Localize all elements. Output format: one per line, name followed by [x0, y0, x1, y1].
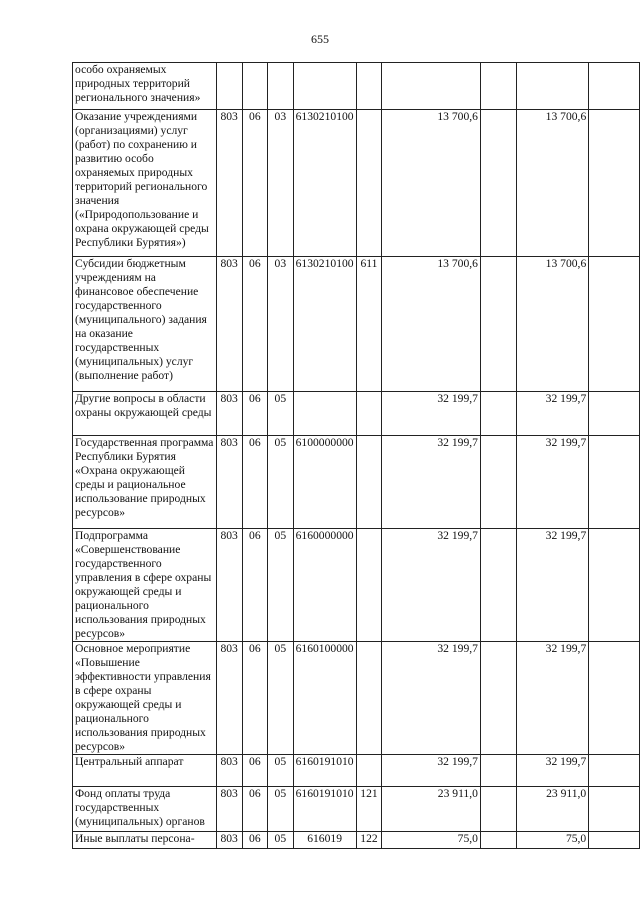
amount-extra — [480, 257, 516, 392]
amount-total: 32 199,7 — [382, 392, 481, 436]
table-row — [73, 110, 640, 257]
expense-type-code — [356, 529, 382, 642]
expense-type-code — [356, 392, 382, 436]
section-code — [242, 63, 268, 110]
amount-regional: 32 199,7 — [517, 529, 589, 642]
target-article-code: 6160191010 — [293, 787, 356, 832]
empty-cell — [589, 787, 640, 832]
table-row — [73, 787, 640, 832]
table-row — [73, 257, 640, 392]
expense-type-code: 122 — [356, 832, 382, 849]
target-article-code — [293, 392, 356, 436]
amount-extra — [480, 110, 516, 257]
section-code: 06 — [242, 787, 268, 832]
subsection-code: 05 — [268, 436, 294, 529]
section-code: 06 — [242, 436, 268, 529]
ved-code: 803 — [216, 529, 242, 642]
table-row — [73, 642, 640, 755]
ved-code: 803 — [216, 436, 242, 529]
table-row — [73, 755, 640, 787]
ved-code — [216, 63, 242, 110]
section-code: 06 — [242, 755, 268, 787]
empty-cell — [589, 642, 640, 755]
target-article-code: 6160000000 — [293, 529, 356, 642]
amount-extra — [480, 63, 516, 110]
amount-regional: 23 911,0 — [517, 787, 589, 832]
row-name: Фонд оплаты труда государственных (муниципальных) органов — [73, 787, 217, 832]
subsection-code: 05 — [268, 755, 294, 787]
subsection-code: 05 — [268, 642, 294, 755]
section-code: 06 — [242, 832, 268, 849]
ved-code: 803 — [216, 755, 242, 787]
expense-type-code: 121 — [356, 787, 382, 832]
expense-type-code — [356, 110, 382, 257]
amount-total: 75,0 — [382, 832, 481, 849]
empty-cell — [589, 110, 640, 257]
expense-type-code — [356, 436, 382, 529]
subsection-code: 05 — [268, 392, 294, 436]
row-name: Иные выплаты персона- — [73, 832, 217, 849]
subsection-code: 05 — [268, 529, 294, 642]
section-code: 06 — [242, 392, 268, 436]
ved-code: 803 — [216, 832, 242, 849]
expense-type-code — [356, 63, 382, 110]
target-article-code — [293, 63, 356, 110]
ved-code: 803 — [216, 392, 242, 436]
empty-cell — [589, 832, 640, 849]
row-name: Субсидии бюджетным учреждениям на финансовое обеспечение государственного (муниципального) задания на оказание государственных (муниципальных) услуг (выполнение работ) — [73, 257, 217, 392]
subsection-code: 05 — [268, 787, 294, 832]
empty-cell — [589, 436, 640, 529]
amount-total: 32 199,7 — [382, 436, 481, 529]
row-name: особо охраняемых природных территорий регионального значения» — [73, 63, 217, 110]
table-row — [73, 832, 640, 849]
ved-code: 803 — [216, 642, 242, 755]
target-article-code: 6160100000 — [293, 642, 356, 755]
amount-regional: 13 700,6 — [517, 257, 589, 392]
amount-regional: 32 199,7 — [517, 755, 589, 787]
amount-total: 23 911,0 — [382, 787, 481, 832]
budget-table — [72, 62, 640, 849]
amount-extra — [480, 642, 516, 755]
target-article-code: 6130210100 — [293, 110, 356, 257]
amount-regional: 32 199,7 — [517, 436, 589, 529]
table-row — [73, 63, 640, 110]
target-article-code: 616019 — [293, 832, 356, 849]
row-name: Основное мероприятие «Повышение эффективности управления в сфере охраны окружающей среды и рационального использования природных ресурсов» — [73, 642, 217, 755]
row-name: Государственная программа Республики Бурятия «Охрана окружающей среды и рациональное использование природных ресурсов» — [73, 436, 217, 529]
row-name: Оказание учреждениями (организациями) услуг (работ) по сохранению и развитию особо охраняемых природных территорий регионального значения («Природопользование и охрана окружающей среды Республики Бурятия») — [73, 110, 217, 257]
empty-cell — [589, 529, 640, 642]
row-name: Другие вопросы в области охраны окружающей среды — [73, 392, 217, 436]
table-row — [73, 529, 640, 642]
amount-total: 32 199,7 — [382, 529, 481, 642]
empty-cell — [589, 257, 640, 392]
amount-extra — [480, 436, 516, 529]
amount-total: 32 199,7 — [382, 755, 481, 787]
amount-extra — [480, 787, 516, 832]
subsection-code — [268, 63, 294, 110]
empty-cell — [589, 755, 640, 787]
section-code: 06 — [242, 110, 268, 257]
table-row — [73, 436, 640, 529]
ved-code: 803 — [216, 787, 242, 832]
amount-regional: 32 199,7 — [517, 392, 589, 436]
row-name: Центральный аппарат — [73, 755, 217, 787]
amount-regional: 32 199,7 — [517, 642, 589, 755]
amount-regional: 75,0 — [517, 832, 589, 849]
section-code: 06 — [242, 642, 268, 755]
section-code: 06 — [242, 529, 268, 642]
subsection-code: 03 — [268, 257, 294, 392]
expense-type-code — [356, 642, 382, 755]
ved-code: 803 — [216, 257, 242, 392]
amount-regional — [517, 63, 589, 110]
amount-total: 32 199,7 — [382, 642, 481, 755]
section-code: 06 — [242, 257, 268, 392]
empty-cell — [589, 63, 640, 110]
empty-cell — [589, 392, 640, 436]
expense-type-code — [356, 755, 382, 787]
amount-total: 13 700,6 — [382, 110, 481, 257]
amount-extra — [480, 529, 516, 642]
amount-extra — [480, 392, 516, 436]
amount-total — [382, 63, 481, 110]
page-number: 655 — [311, 32, 329, 46]
amount-total: 13 700,6 — [382, 257, 481, 392]
ved-code: 803 — [216, 110, 242, 257]
amount-extra — [480, 755, 516, 787]
target-article-code: 6130210100 — [293, 257, 356, 392]
amount-regional: 13 700,6 — [517, 110, 589, 257]
table-row — [73, 392, 640, 436]
subsection-code: 05 — [268, 832, 294, 849]
row-name: Подпрограмма «Совершенствование государственного управления в сфере охраны окружающей среды и рационального использования природных ресурсов» — [73, 529, 217, 642]
subsection-code: 03 — [268, 110, 294, 257]
expense-type-code: 611 — [356, 257, 382, 392]
amount-extra — [480, 832, 516, 849]
target-article-code: 6100000000 — [293, 436, 356, 529]
target-article-code: 6160191010 — [293, 755, 356, 787]
